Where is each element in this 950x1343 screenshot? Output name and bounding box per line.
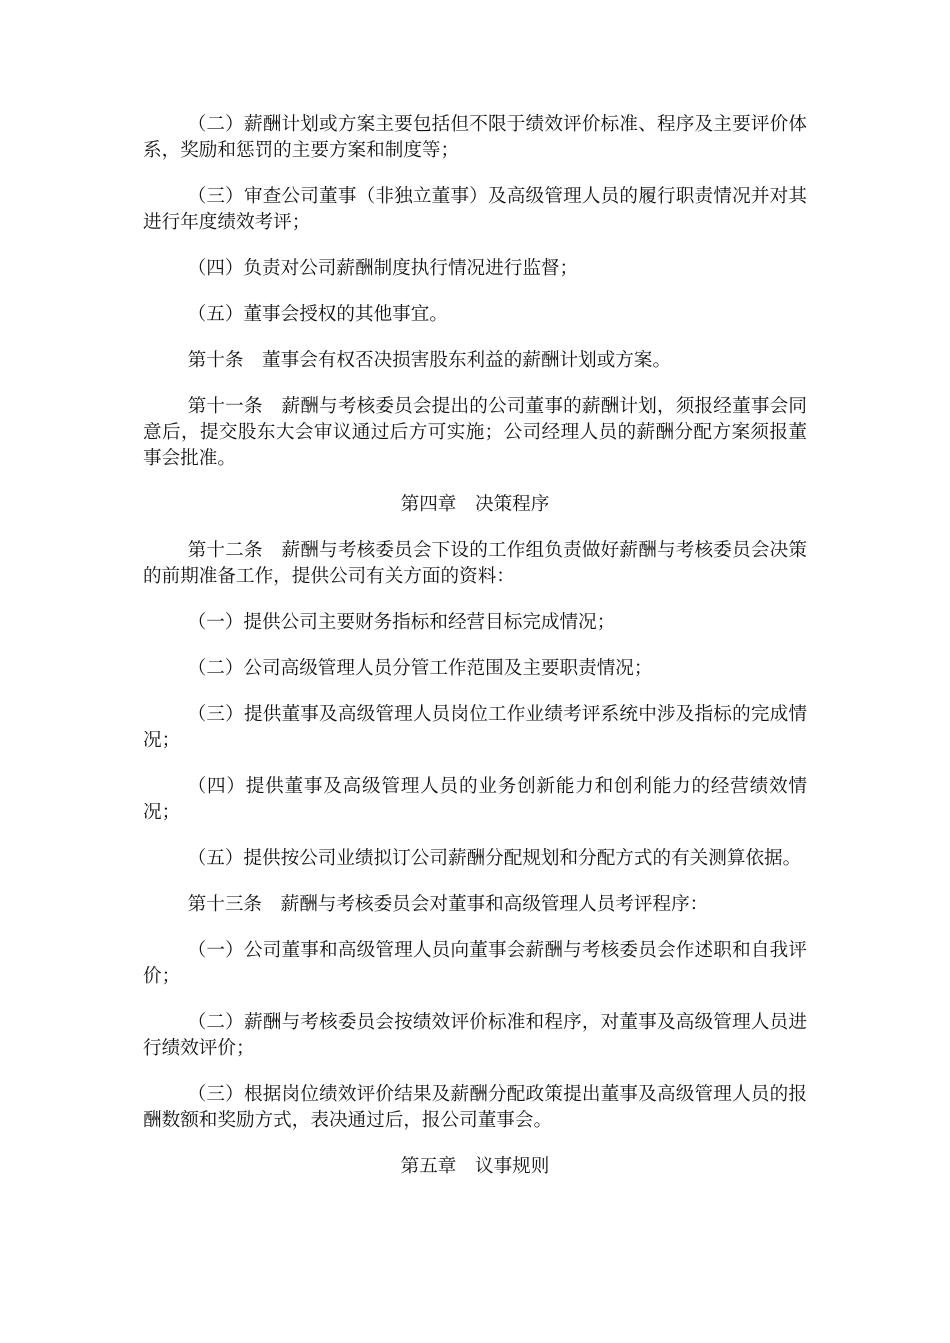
article-10: 第十条 董事会有权否决损害股东利益的薪酬计划或方案。	[187, 350, 672, 371]
article-12-item-3: （三）提供董事及高级管理人员岗位工作业绩考评系统中涉及指标的完成情况；	[143, 704, 807, 751]
clause-item-2: （二）薪酬计划或方案主要包括但不限于绩效评价标准、程序及主要评价体系，奖励和惩罚的主要方案和制度等；	[143, 114, 807, 161]
document-body	[143, 112, 807, 1200]
article-12: 第十二条 薪酬与考核委员会下设的工作组负责做好薪酬与考核委员会决策的前期准备工作，提供公司有关方面的资料：	[143, 540, 807, 587]
article-12-item-4: （四）提供董事及高级管理人员的业务创新能力和创利能力的经营绩效情况；	[143, 776, 807, 823]
article-11: 第十一条 薪酬与考核委员会提出的公司董事的薪酬计划，须报经董事会同意后，提交股东大会审议通过后方可实施；公司经理人员的薪酬分配方案须报董事会批准。	[143, 396, 807, 469]
article-13-item-3: （三）根据岗位绩效评价结果及薪酬分配政策提出董事及高级管理人员的报酬数额和奖励方式，表决通过后，报公司董事会。	[143, 1084, 807, 1131]
chapter-4-heading: 第四章 决策程序	[400, 494, 550, 515]
clause-item-4: （四）负责对公司薪酬制度执行情况进行监督；	[187, 258, 579, 279]
article-12-item-2: （二）公司高级管理人员分管工作范围及主要职责情况；	[187, 658, 653, 679]
chapter-5-heading: 第五章 议事规则	[400, 1156, 550, 1177]
article-12-item-1: （一）提供公司主要财务指标和经营目标完成情况；	[187, 612, 616, 633]
article-13: 第十三条 薪酬与考核委员会对董事和高级管理人员考评程序：	[187, 894, 709, 915]
clause-item-5: （五）董事会授权的其他事宜。	[187, 304, 448, 325]
clause-item-3: （三）审查公司董事（非独立董事）及高级管理人员的履行职责情况并对其进行年度绩效考评；	[143, 186, 807, 233]
article-12-item-5: （五）提供按公司业绩拟订公司薪酬分配规划和分配方式的有关测算依据。	[187, 848, 802, 869]
article-13-item-1: （一）公司董事和高级管理人员向董事会薪酬与考核委员会作述职和自我评价；	[143, 940, 807, 987]
article-13-item-2: （二）薪酬与考核委员会按绩效评价标准和程序，对董事及高级管理人员进行绩效评价；	[143, 1012, 807, 1059]
